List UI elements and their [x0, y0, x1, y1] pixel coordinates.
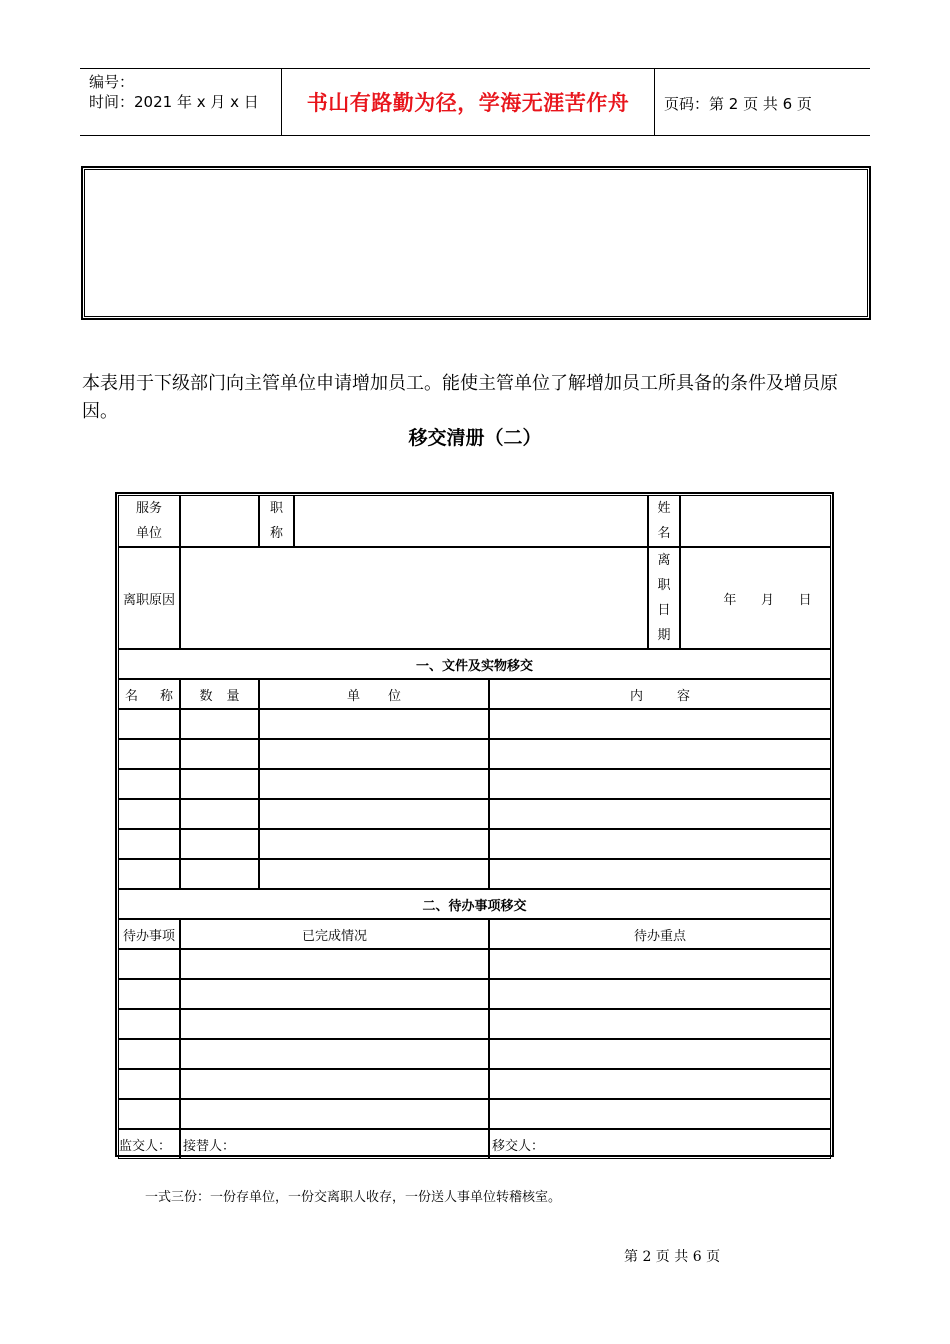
col-header-pending-item: 待办事项 — [118, 919, 180, 949]
cell-pending-focus[interactable] — [489, 1099, 831, 1129]
service-unit-label: 服务 单位 — [118, 495, 180, 547]
table-row — [118, 1129, 831, 1159]
cell-name[interactable] — [118, 769, 180, 799]
cell-name[interactable] — [118, 709, 180, 739]
cell-completed[interactable] — [180, 1009, 489, 1039]
col-header-completed: 已完成情况 — [180, 919, 489, 949]
cell-content[interactable] — [489, 859, 831, 889]
table-row — [118, 709, 831, 739]
cell-completed[interactable] — [180, 1039, 489, 1069]
transferor-label: 移交人： — [492, 1138, 545, 1154]
cell-name[interactable] — [118, 859, 180, 889]
handover-form-table — [118, 495, 831, 1159]
header-divider-right — [654, 68, 655, 136]
cell-content[interactable] — [489, 739, 831, 769]
leave-reason-field[interactable] — [180, 547, 648, 649]
leave-reason-label: 离职原因 — [118, 547, 180, 649]
cell-content[interactable] — [489, 769, 831, 799]
cell-unit[interactable] — [259, 859, 489, 889]
col-header-unit: 单 位 — [259, 679, 489, 709]
table-row — [118, 495, 831, 547]
table-row — [118, 769, 831, 799]
table-row — [118, 949, 831, 979]
cell-pending-focus[interactable] — [489, 949, 831, 979]
cell-unit[interactable] — [259, 739, 489, 769]
header-page-info: 页码：第 2 页 共 6 页 — [664, 95, 812, 113]
table-row — [118, 739, 831, 769]
col-header-content: 内 容 — [489, 679, 831, 709]
document-title: 移交清册（二） — [408, 427, 542, 449]
cell-pending-item[interactable] — [118, 1099, 180, 1129]
col-header-quantity: 数 量 — [180, 679, 259, 709]
cell-unit[interactable] — [259, 829, 489, 859]
cell-pending-focus[interactable] — [489, 1039, 831, 1069]
cell-completed[interactable] — [180, 1069, 489, 1099]
cell-unit[interactable] — [259, 709, 489, 739]
cell-completed[interactable] — [180, 979, 489, 1009]
receiver-label: 接替人： — [183, 1138, 236, 1154]
cell-content[interactable] — [489, 829, 831, 859]
table-row — [118, 799, 831, 829]
cell-pending-focus[interactable] — [489, 1069, 831, 1099]
form-description: 本表用于下级部门向主管单位申请增加员工。能使主管单位了解增加员工所具备的条件及增员原因。 — [82, 373, 838, 422]
cell-quantity[interactable] — [180, 859, 259, 889]
date-day-label: 日 — [798, 592, 812, 608]
table-row — [118, 1099, 831, 1129]
supervisor-label: 监交人： — [119, 1138, 172, 1154]
col-header-pending-focus: 待办重点 — [489, 919, 831, 949]
cell-name[interactable] — [118, 829, 180, 859]
position-label: 职 称 — [259, 495, 294, 547]
cell-pending-item[interactable] — [118, 1039, 180, 1069]
cell-pending-focus[interactable] — [489, 979, 831, 1009]
name-label: 姓 名 — [648, 495, 680, 547]
cell-quantity[interactable] — [180, 799, 259, 829]
date-month-label: 月 — [761, 592, 775, 608]
cell-quantity[interactable] — [180, 829, 259, 859]
cell-name[interactable] — [118, 799, 180, 829]
supervisor-signature[interactable] — [118, 1129, 180, 1159]
cell-quantity[interactable] — [180, 739, 259, 769]
transferor-signature[interactable] — [489, 1129, 831, 1159]
cell-pending-item[interactable] — [118, 1009, 180, 1039]
cell-name[interactable] — [118, 739, 180, 769]
header-meta — [89, 72, 259, 112]
document-number-label: 编号： — [89, 73, 135, 91]
cell-content[interactable] — [489, 709, 831, 739]
table-row — [118, 889, 831, 919]
cell-completed[interactable] — [180, 1099, 489, 1129]
table-row — [118, 919, 831, 949]
blank-frame — [81, 166, 871, 320]
page-footer: 第 2 页 共 6 页 — [624, 1249, 721, 1265]
footnote: 一式三份：一份存单位，一份交离职人收存，一份送人事单位转稽核室。 — [145, 1190, 562, 1205]
table-row — [118, 649, 831, 679]
cell-pending-item[interactable] — [118, 1069, 180, 1099]
cell-content[interactable] — [489, 799, 831, 829]
leave-date-field[interactable] — [680, 547, 831, 649]
cell-pending-focus[interactable] — [489, 1009, 831, 1039]
header-motto: 书山有路勤为径，学海无涯苦作舟 — [306, 90, 630, 115]
cell-completed[interactable] — [180, 949, 489, 979]
document-time: 时间：2021 年 x 月 x 日 — [89, 93, 259, 111]
date-year-label: 年 — [723, 592, 737, 608]
cell-quantity[interactable] — [180, 709, 259, 739]
leave-date-label: 离 职 日 期 — [648, 547, 680, 649]
position-field[interactable] — [294, 495, 648, 547]
table-row — [118, 547, 831, 649]
cell-unit[interactable] — [259, 769, 489, 799]
col-header-name: 名 称 — [118, 679, 180, 709]
cell-pending-item[interactable] — [118, 949, 180, 979]
section2-title: 二、待办事项移交 — [118, 889, 831, 919]
table-row — [118, 979, 831, 1009]
cell-quantity[interactable] — [180, 769, 259, 799]
table-row — [118, 859, 831, 889]
receiver-signature[interactable] — [180, 1129, 489, 1159]
table-row — [118, 1069, 831, 1099]
table-row — [118, 679, 831, 709]
cell-unit[interactable] — [259, 799, 489, 829]
service-unit-field[interactable] — [180, 495, 259, 547]
table-row — [118, 1039, 831, 1069]
section1-title: 一、文件及实物移交 — [118, 649, 831, 679]
name-field[interactable] — [680, 495, 831, 547]
cell-pending-item[interactable] — [118, 979, 180, 1009]
table-row — [118, 829, 831, 859]
table-row — [118, 1009, 831, 1039]
